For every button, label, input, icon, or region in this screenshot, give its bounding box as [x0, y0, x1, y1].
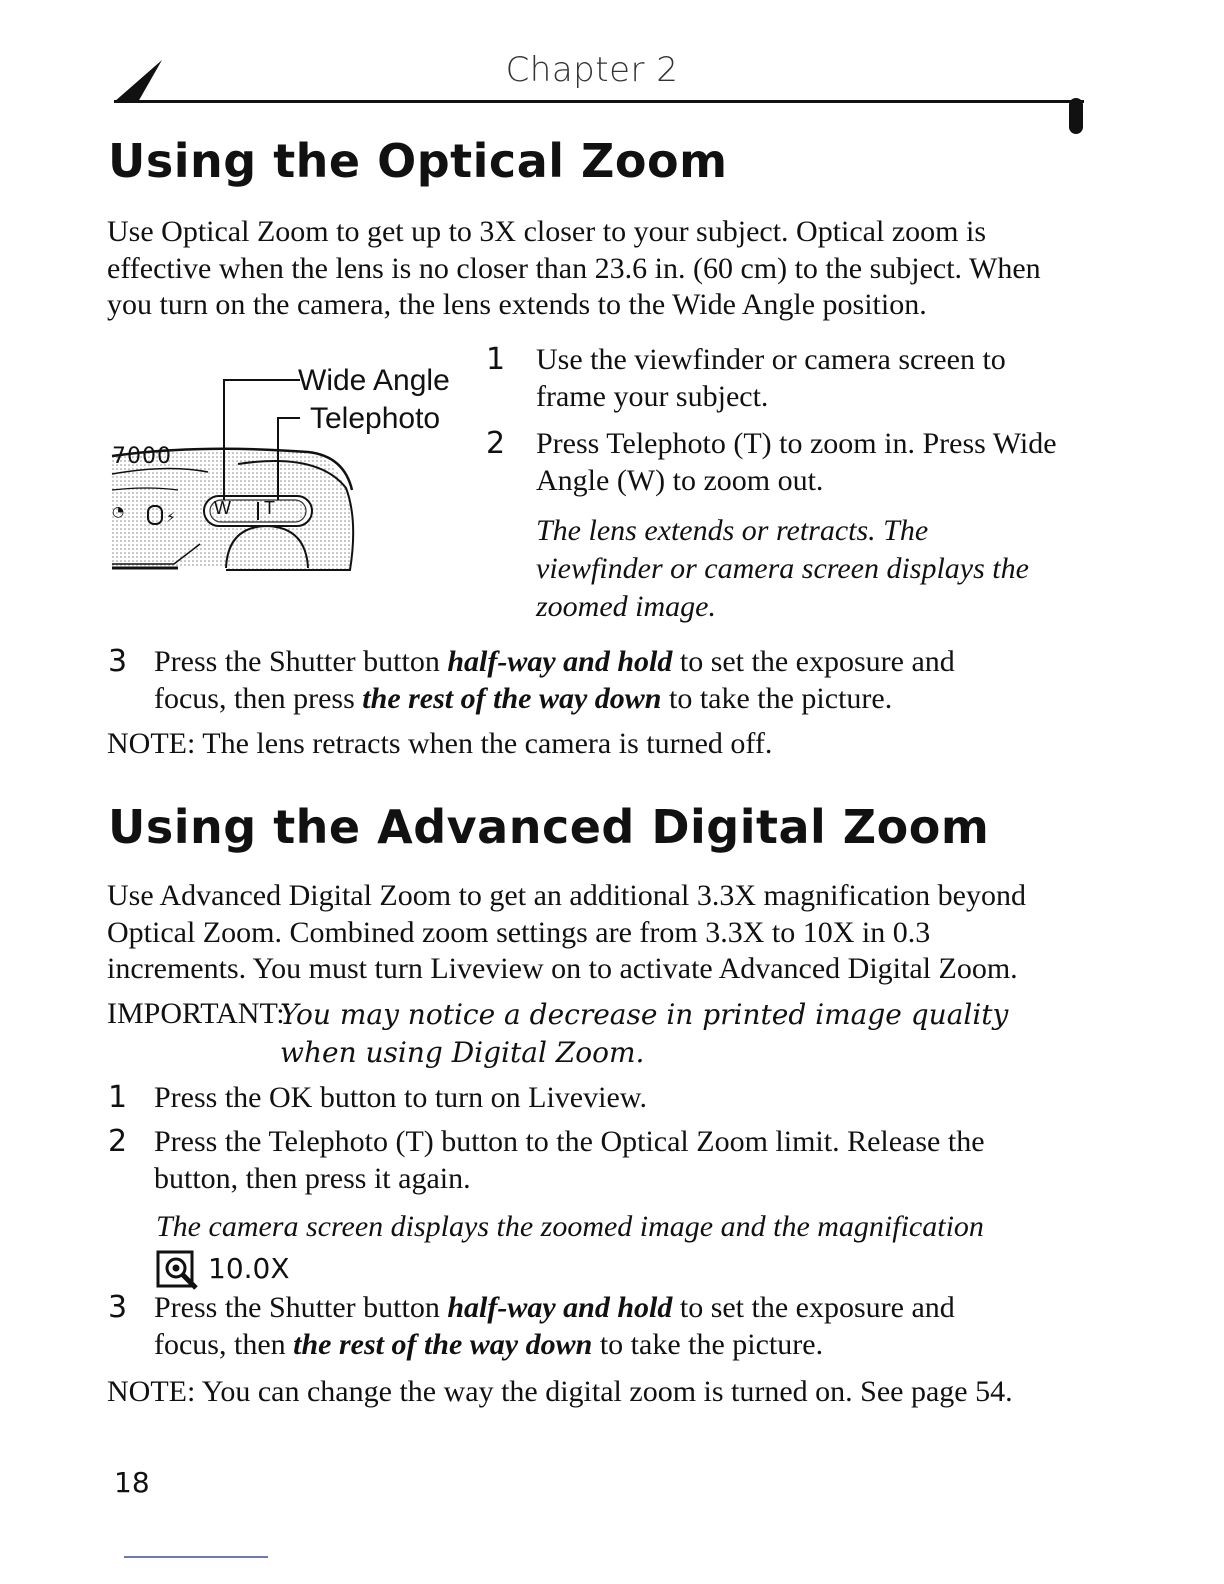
- step-result-line: viewfinder or camera screen displays the: [536, 552, 1029, 585]
- step-text-line: Press Telephoto (T) to zoom in. Press Wide: [536, 427, 1057, 460]
- step-text: [536, 426, 1057, 499]
- step-number: 3: [108, 1290, 128, 1325]
- optical-note: NOTE: The lens retracts when the camera is turned off.: [107, 727, 773, 760]
- svg-text:⚡: ⚡: [166, 510, 176, 526]
- text-run: to take the picture.: [661, 681, 893, 715]
- step-text-line: Use the viewfinder or camera screen to: [536, 343, 1006, 376]
- page-number: 18: [114, 1466, 150, 1499]
- step-text-line: Press the OK button to turn on Liveview.: [154, 1081, 647, 1114]
- text-run: to set the exposure and: [672, 645, 955, 678]
- step-text-line: Press the Telephoto (T) button to the Optical Zoom limit. Release the: [154, 1125, 985, 1158]
- w-key-label: W: [214, 498, 231, 518]
- camera-model-label: 7000: [112, 444, 172, 469]
- important-text-line: when using Digital Zoom.: [280, 1036, 645, 1069]
- telephoto-callout: Telephoto: [310, 402, 441, 435]
- step-text: [154, 1290, 955, 1363]
- step-text: [536, 342, 1006, 415]
- text-run: focus, then: [154, 1327, 294, 1361]
- text-run: Press the Shutter button: [154, 1291, 448, 1324]
- step-result-line: zoomed image.: [536, 590, 716, 623]
- step-result: [536, 512, 1029, 626]
- optical-zoom-heading: Using the Optical Zoom: [108, 134, 728, 188]
- optical-intro-line: you turn on the camera, the lens extends to the Wide Angle position.: [107, 288, 927, 321]
- step-text-line: [154, 644, 955, 681]
- emphasis-text: half-way and hold: [447, 1291, 673, 1324]
- digital-intro: [107, 878, 1087, 988]
- step-text: [154, 1080, 647, 1117]
- step-number: 2: [108, 1124, 128, 1159]
- emphasis-text: the rest of the way down: [362, 681, 662, 715]
- step-number: 1: [108, 1080, 128, 1115]
- magnification-value: 10.0X: [208, 1252, 290, 1285]
- text-run: Press the Shutter button: [154, 645, 448, 678]
- step-text-line: [154, 1290, 955, 1327]
- header-rule: [114, 100, 1084, 103]
- step-result: The camera screen displays the zoomed image and the magnification: [156, 1210, 984, 1243]
- t-key-label: T: [264, 498, 275, 518]
- step-number: 3: [108, 644, 128, 679]
- digital-intro-line: increments. You must turn Liveview on to activate Advanced Digital Zoom.: [107, 952, 1018, 985]
- emphasis-text: half-way and hold: [447, 645, 673, 678]
- step-result-line: The lens extends or retracts. The: [536, 514, 929, 547]
- optical-intro-line: Use Optical Zoom to get up to 3X closer to your subject. Optical zoom is: [107, 215, 986, 248]
- optical-intro: [107, 214, 1087, 324]
- step-text-line: Angle (W) to zoom out.: [536, 463, 824, 497]
- header-end-mark: [1069, 98, 1083, 134]
- digital-zoom-heading: Using the Advanced Digital Zoom: [108, 800, 990, 854]
- step-text: [154, 1124, 985, 1197]
- text-run: to set the exposure and: [672, 1291, 955, 1324]
- text-run: to take the picture.: [592, 1327, 824, 1361]
- svg-text:◔: ◔: [112, 504, 125, 520]
- optical-intro-line: effective when the lens is no closer than 23.6 in. (60 cm) to the subject. When: [107, 251, 1041, 285]
- chapter-label: Chapter 2: [505, 50, 679, 90]
- step-text-line: button, then press it again.: [154, 1161, 471, 1195]
- step-number: 1: [486, 342, 506, 377]
- digital-note: NOTE: You can change the way the digital zoom is turned on. See page 54.: [107, 1375, 1013, 1408]
- text-run: focus, then press: [154, 681, 363, 715]
- step-text-line: [154, 681, 955, 718]
- important-text: [280, 996, 1008, 1072]
- digital-intro-line: Optical Zoom. Combined zoom settings are from 3.3X to 10X in 0.3: [107, 915, 931, 949]
- step-number: 2: [486, 426, 506, 461]
- digital-intro-line: Use Advanced Digital Zoom to get an additional 3.3X magnification beyond: [107, 879, 1026, 912]
- footer-rule: [124, 1556, 268, 1558]
- wide-angle-callout: Wide Angle: [298, 364, 450, 397]
- emphasis-text: the rest of the way down: [293, 1327, 593, 1361]
- step-text-line: frame your subject.: [536, 379, 769, 413]
- step-text-line: [154, 1327, 955, 1364]
- important-text-line: You may notice a decrease in printed image quality: [280, 998, 1009, 1031]
- important-label: IMPORTANT:: [107, 997, 285, 1030]
- step-text: [154, 644, 955, 717]
- digital-zoom-magnify-icon: [156, 1250, 202, 1292]
